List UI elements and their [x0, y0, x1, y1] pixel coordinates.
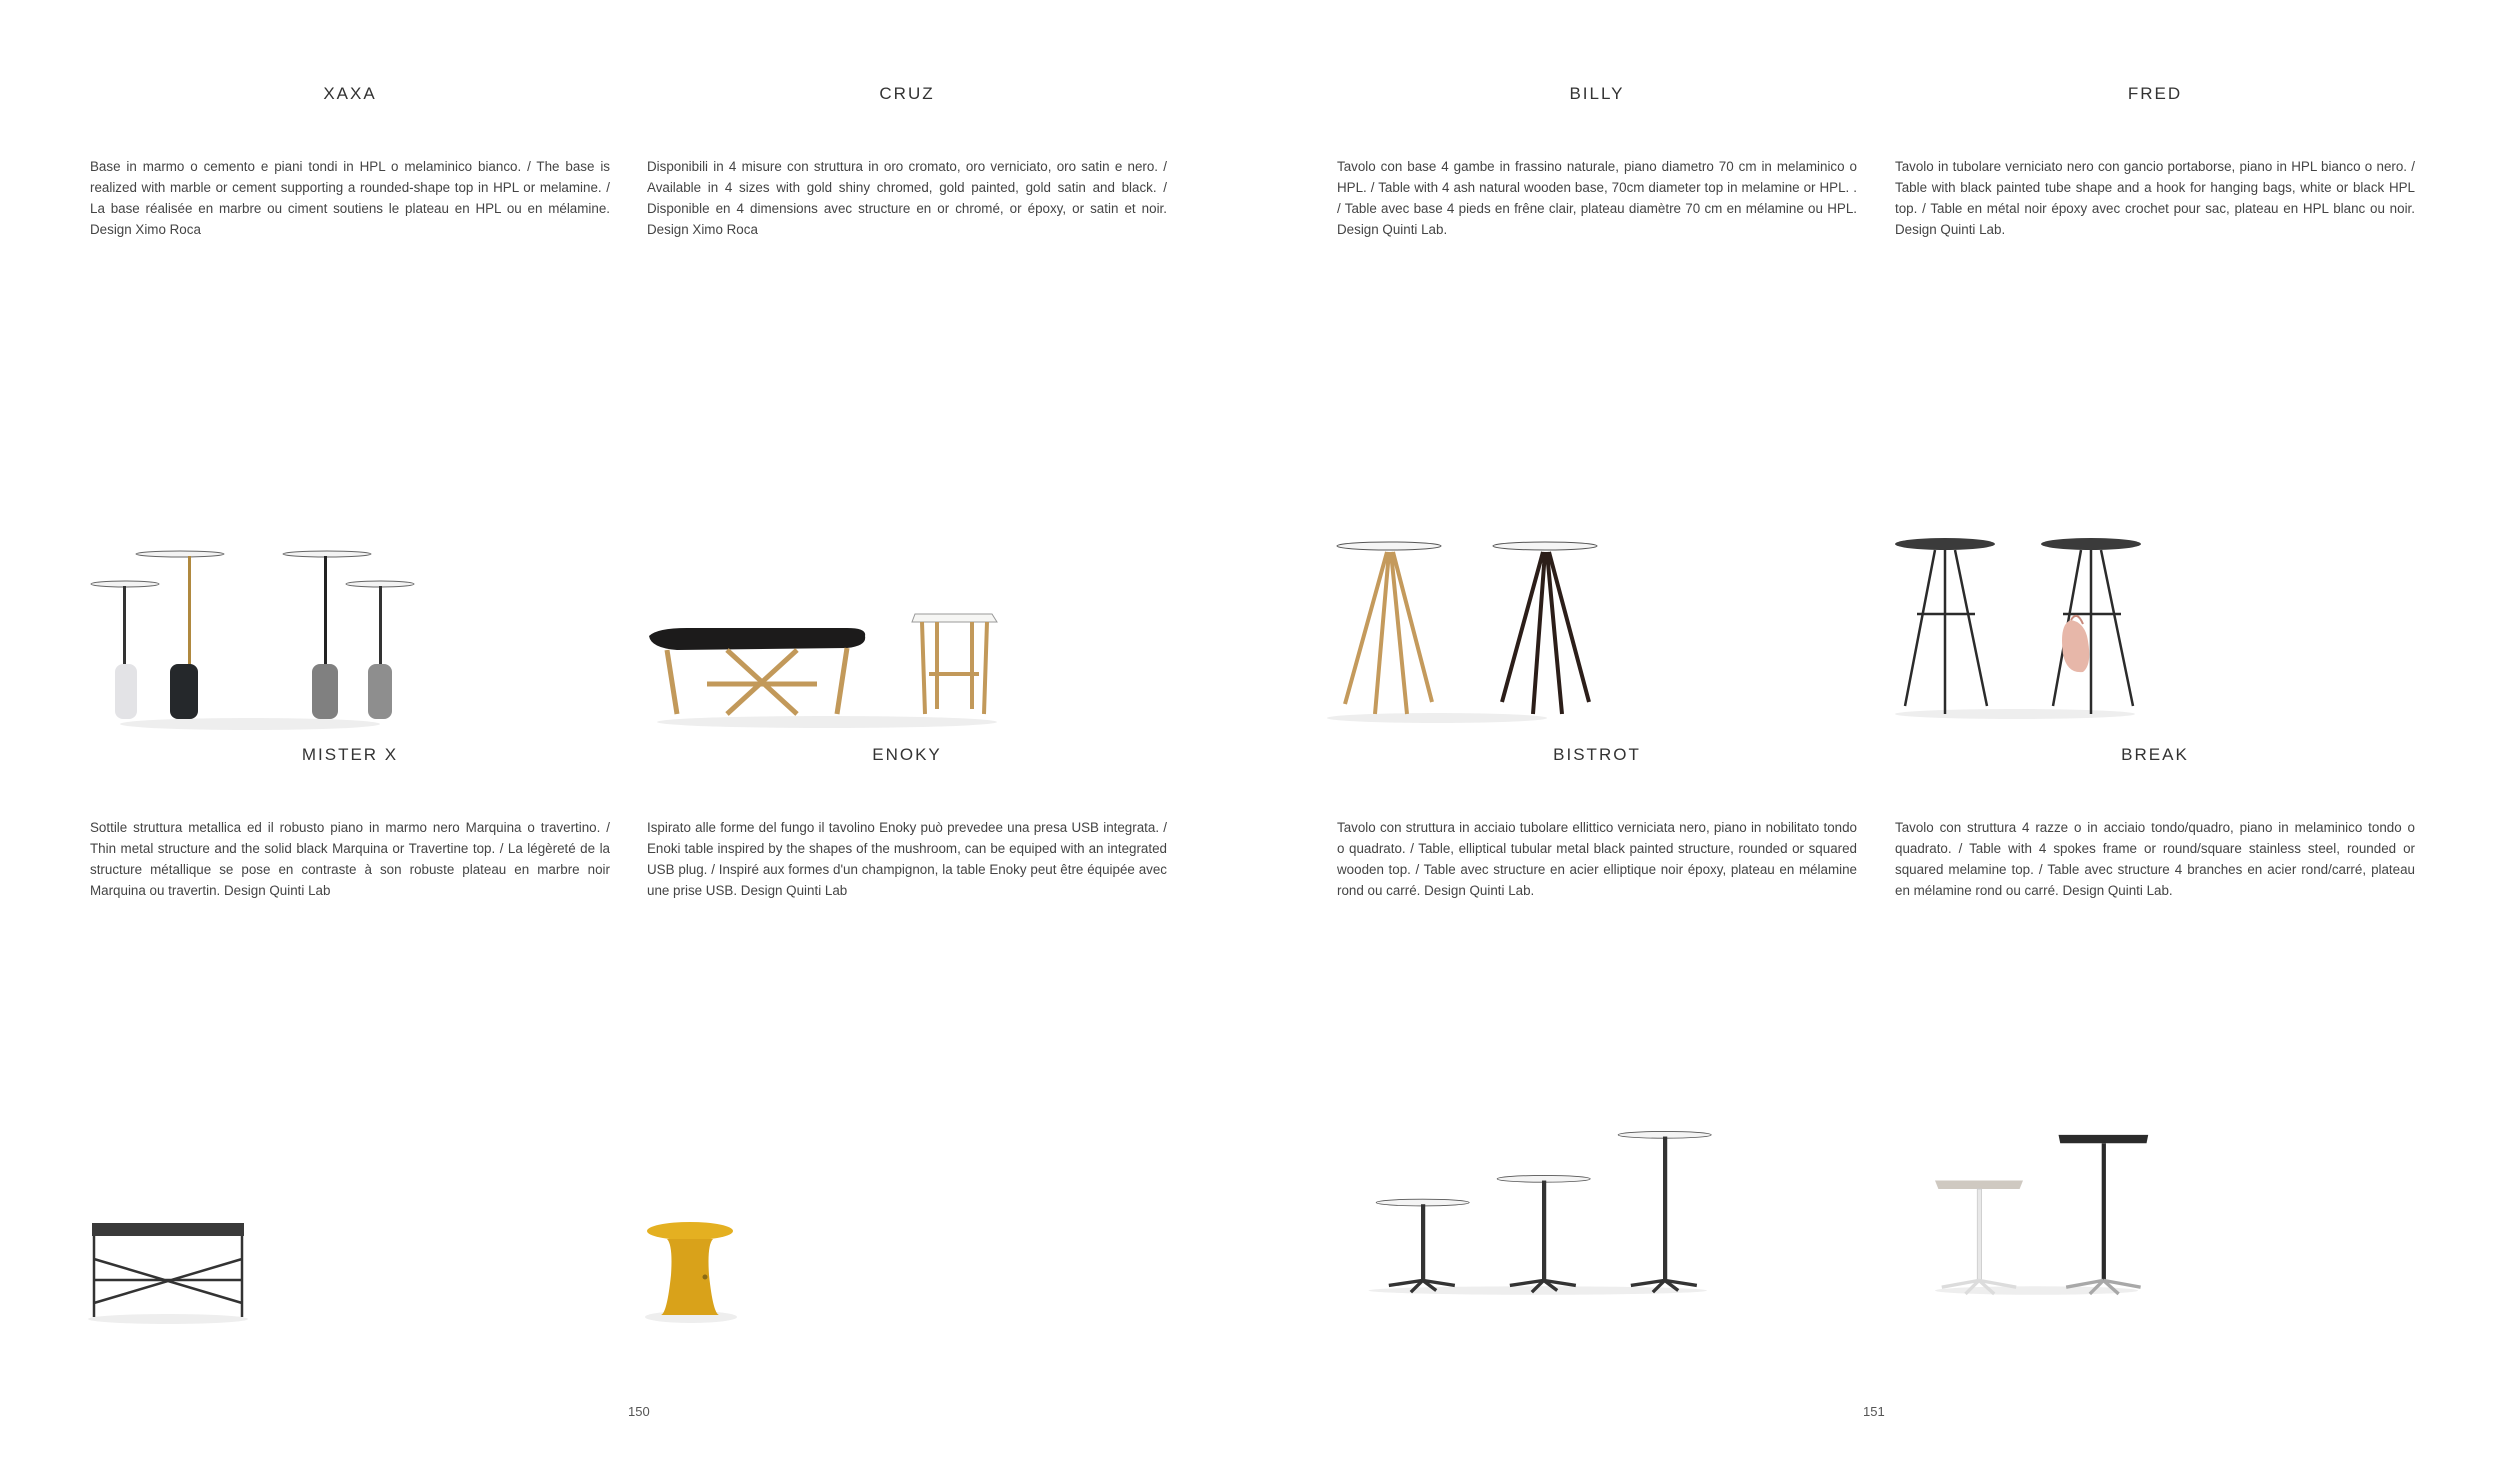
billy-tables-image: [1337, 524, 1857, 744]
product-description: Disponibili in 4 misure con struttura in oro cromato, oro verniciato, oro satin e nero. / Available in 4 sizes with gold shiny chromed, gold painted, gold satin and black. / Disponible en 4 dimensions avec structure en or chromé, or époxy, or satin et noir. Design Ximo Roca: [647, 159, 1167, 237]
product-title: ENOKY: [872, 745, 942, 764]
xaxa-tables-image: [90, 524, 610, 744]
product-title: BREAK: [2121, 745, 2189, 764]
product-title: MISTER X: [301, 745, 399, 764]
mister-x-table-image: [90, 1185, 610, 1405]
cruz-tables-image: [647, 524, 1167, 744]
product-description: Tavolo con struttura in acciaio tubolare ellittico verniciata nero, piano in nobilitato tondo o quadrato. / Table, elliptical tubular metal black painted structure, rounded or squared wooden top. / Table avec structure en acier elliptique noir époxy, plateau en mélamine rond ou carré. Design Quinti Lab.: [1337, 820, 1857, 898]
product-description: Ispirato alle forme del fungo il tavolino Enoky può prevedee una presa USB integrata. / Enoki table inspired by the shapes of the mushroom, can be equiped with an integrated USB plug. / Inspiré aux formes d'un champignon, la table Enoky peut être équipée avec une prise USB. Design Quinti Lab: [647, 820, 1167, 898]
product-description: Tavolo con struttura 4 razze o in acciaio tondo/quadro, piano in melaminico tondo o quadrato. / Table with 4 spokes frame or round/square stainless steel, rounded or squared melamine top. / Table avec structure 4 branches en acier rond/carré, plateau en mélamine rond ou carré. Design Quinti Lab.: [1895, 820, 2415, 898]
page-number-right: 151: [1863, 1404, 1885, 1419]
product-title: BISTROT: [1553, 745, 1641, 764]
product-description: Tavolo in tubolare verniciato nero con gancio portaborse, piano in HPL bianco o nero. / Table with black painted tube shape and a hook for hanging bags, white or black HPL top. / Table en métal noir époxy avec crochet pour sac, plateau en HPL blanc ou noir. Design Quinti Lab.: [1895, 159, 2415, 237]
bistrot-tables-image: [1337, 1145, 1857, 1365]
break-tables-image: [1895, 1145, 2415, 1365]
fred-tables-image: [1895, 524, 2415, 744]
enoky-table-image: [647, 1185, 1167, 1405]
product-title: CRUZ: [879, 84, 935, 103]
product-description: Tavolo con base 4 gambe in frassino naturale, piano diametro 70 cm in melaminico o HPL. / Table with 4 ash natural wooden base, 70cm diameter top in melamine or HPL. . / Table avec base 4 pieds en frêne clair, plateau diamètre 70 cm en mélamine ou HPL. Design Quinti Lab.: [1337, 159, 1857, 237]
product-title: BILLY: [1569, 84, 1625, 103]
product-description: Sottile struttura metallica ed il robusto piano in marmo nero Marquina o travertino. / Thin metal structure and the solid black Marquina or Travertine top. / La légèreté de la structure métallique se pose en contraste à son robuste plateau en marbre noir Marquina ou travertin. Design Quinti Lab: [90, 820, 610, 898]
page-number-left: 150: [628, 1404, 650, 1419]
product-description: Base in marmo o cemento e piani tondi in HPL o melaminico bianco. / The base is realized with marble or cement supporting a rounded-shape top in HPL or melamine. / La base réalisée en marbre ou ciment soutiens le plateau en HPL ou en mélamine. Design Ximo Roca: [90, 159, 610, 237]
product-title: XAXA: [323, 84, 377, 103]
product-title: FRED: [2127, 84, 2183, 103]
